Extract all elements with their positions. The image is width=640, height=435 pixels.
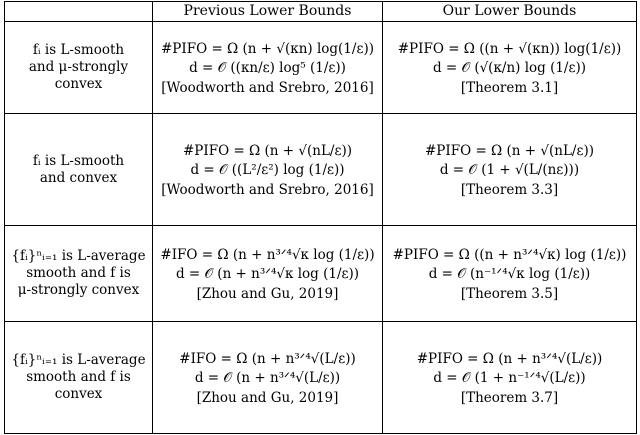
table-row [5,322,637,434]
condition-line: convex [54,76,103,92]
previous-bound-cell [153,114,383,226]
condition-line: smooth and f is [26,369,131,385]
lower-bounds-table [4,1,637,434]
our-bound-cell [383,22,637,114]
dimension-bound: d = 𝒪 (1 + n⁻¹ᐟ⁴√(L/ε)) [433,369,586,386]
table-row [5,226,637,322]
dimension-bound: d = 𝒪 (√(κ/n) log (1/ε)) [432,59,587,76]
condition-cell [5,114,153,226]
complexity-bound: #PIFO = Ω (n + √(κn) log(1/ε)) [161,40,374,57]
reference: [Theorem 3.1] [460,79,559,96]
reference: [Theorem 3.5] [460,285,559,302]
header-previous: Previous Lower Bounds [153,2,383,22]
condition-cell [5,226,153,322]
complexity-bound: #PIFO = Ω (n + √(nL/ε)) [182,142,352,159]
condition-cell [5,322,153,434]
condition-cell [5,22,153,114]
reference: [Theorem 3.3] [460,181,559,198]
header-ours: Our Lower Bounds [383,2,637,22]
reference: [Woodworth and Srebro, 2016] [161,181,374,198]
reference: [Zhou and Gu, 2019] [196,285,339,302]
complexity-bound: #PIFO = Ω ((n + n³ᐟ⁴√κ) log (1/ε)) [392,246,627,263]
reference: [Theorem 3.7] [460,389,559,406]
dimension-bound: d = 𝒪 (n + n³ᐟ⁴√(L/ε)) [194,369,341,386]
header-row [5,2,637,22]
condition-line: {fᵢ}ⁿᵢ₌₁ is L-average [11,248,146,264]
condition-line: and convex [39,169,118,186]
dimension-bound: d = 𝒪 ((L²/ε²) log (1/ε)) [190,161,345,178]
complexity-bound: #PIFO = Ω (n + n³ᐟ⁴√(L/ε)) [416,350,603,367]
condition-line: {fᵢ}ⁿᵢ₌₁ is L-average [11,352,146,368]
reference: [Zhou and Gu, 2019] [196,389,339,406]
condition-line: fᵢ is L-smooth [32,152,125,169]
complexity-bound: #IFO = Ω (n + n³ᐟ⁴√(L/ε)) [179,350,356,367]
our-bound-cell [383,322,637,434]
complexity-bound: #PIFO = Ω ((n + √(κn)) log(1/ε)) [397,40,622,57]
previous-bound-cell [153,322,383,434]
condition-line: fᵢ is L-smooth [32,42,125,58]
condition-line: and μ-strongly [28,59,129,75]
condition-line: μ-strongly convex [17,282,140,298]
our-bound-cell [383,114,637,226]
our-bound-cell [383,226,637,322]
dimension-bound: d = 𝒪 (1 + √(L/(nε))) [439,161,580,178]
complexity-bound: #PIFO = Ω (n + √(nL/ε)) [424,142,594,159]
condition-line: convex [54,386,103,402]
header-empty [5,2,153,22]
reference: [Woodworth and Srebro, 2016] [161,79,374,96]
condition-line: smooth and f is [26,265,131,281]
table-row [5,22,637,114]
previous-bound-cell [153,22,383,114]
complexity-bound: #IFO = Ω (n + n³ᐟ⁴√κ log (1/ε)) [160,246,375,263]
dimension-bound: d = 𝒪 (n⁻¹ᐟ⁴√κ log (1/ε)) [428,265,591,282]
previous-bound-cell [153,226,383,322]
dimension-bound: d = 𝒪 (n + n³ᐟ⁴√κ log (1/ε)) [175,265,360,282]
table-row [5,114,637,226]
dimension-bound: d = 𝒪 ((κn/ε) log⁵ (1/ε)) [189,59,346,76]
